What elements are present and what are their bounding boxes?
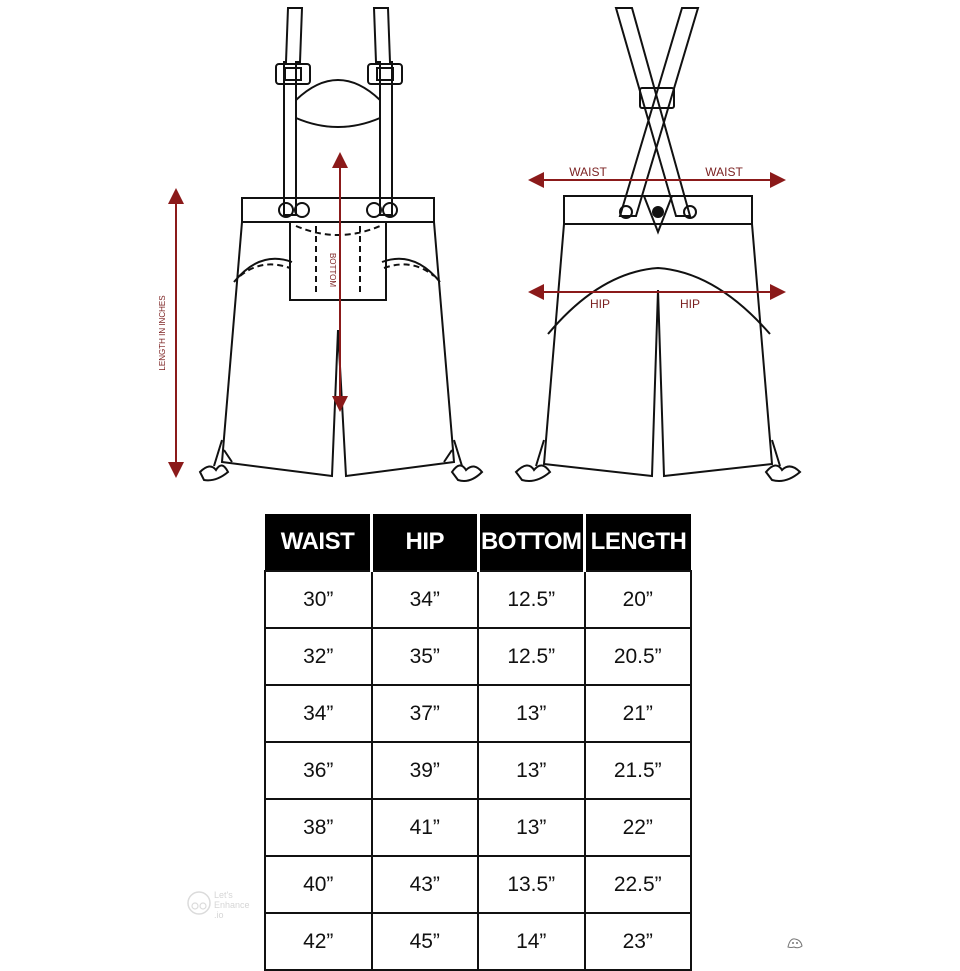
watermark [186, 890, 296, 926]
cell-waist: 38” [265, 799, 372, 856]
cell-hip: 43” [372, 856, 479, 913]
back-strap-b [620, 8, 698, 216]
header-bottom: BOTTOM [478, 514, 585, 571]
back-legs-outline [544, 224, 772, 476]
watermark-logo-icon [186, 890, 212, 916]
cell-bottom: 12.5” [478, 571, 585, 628]
chest-bar [296, 80, 380, 127]
front-flap [290, 222, 386, 300]
front-left-strap [284, 8, 302, 215]
back-strap-a [616, 8, 690, 216]
header-length: LENGTH [585, 514, 692, 571]
cell-length: 21” [585, 685, 692, 742]
cell-hip: 37” [372, 685, 479, 742]
cell-bottom: 14” [478, 913, 585, 970]
header-hip: HIP [372, 514, 479, 571]
front-legs-outline [222, 222, 454, 476]
table-row [265, 913, 691, 970]
cell-length: 22” [585, 799, 692, 856]
cell-length: 20” [585, 571, 692, 628]
cell-hip: 34” [372, 571, 479, 628]
bottom-label: BOTTOM [328, 252, 337, 288]
size-chart-table [264, 514, 692, 971]
table-header-row [265, 514, 691, 571]
cell-length: 21.5” [585, 742, 692, 799]
cell-waist: 36” [265, 742, 372, 799]
cell-waist: 32” [265, 628, 372, 685]
table-row [265, 799, 691, 856]
table-row [265, 856, 691, 913]
cell-hip: 39” [372, 742, 479, 799]
cell-length: 23” [585, 913, 692, 970]
waist-left-label: WAIST [569, 165, 607, 179]
cell-waist: 42” [265, 913, 372, 970]
cell-waist: 34” [265, 685, 372, 742]
waist-right-label: WAIST [705, 165, 743, 179]
cell-waist: 30” [265, 571, 372, 628]
cell-bottom: 13” [478, 742, 585, 799]
cell-bottom: 13” [478, 685, 585, 742]
cell-hip: 45” [372, 913, 479, 970]
hip-right-label: HIP [679, 297, 701, 311]
front-waistband [242, 198, 434, 222]
table-row [265, 628, 691, 685]
watermark-text: Let's Enhance .io [214, 890, 250, 920]
corner-stamp-icon [786, 936, 804, 950]
cell-hip: 41” [372, 799, 479, 856]
cell-bottom: 13.5” [478, 856, 585, 913]
table-row [265, 571, 691, 628]
header-waist: WAIST [265, 514, 372, 571]
cell-bottom: 13” [478, 799, 585, 856]
cell-waist: 40” [265, 856, 372, 913]
table-row [265, 685, 691, 742]
front-right-strap [374, 8, 392, 215]
cell-length: 20.5” [585, 628, 692, 685]
cell-length: 22.5” [585, 856, 692, 913]
table-row [265, 742, 691, 799]
cell-hip: 35” [372, 628, 479, 685]
length-label: LENGTH IN INCHES [158, 295, 167, 371]
back-view [516, 8, 800, 481]
cell-bottom: 12.5” [478, 628, 585, 685]
hip-left-label: HIP [589, 297, 611, 311]
